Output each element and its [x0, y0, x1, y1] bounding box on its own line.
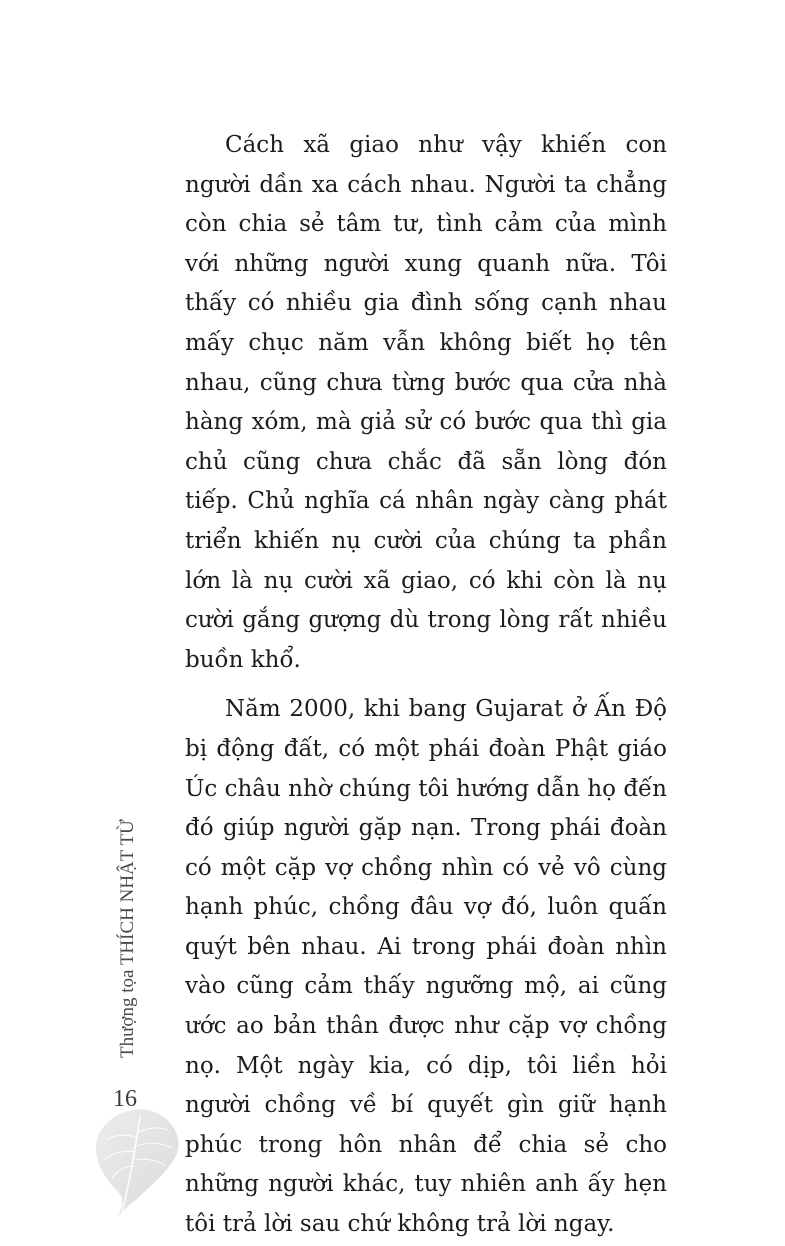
- running-header-author: Thượng tọa THÍCH NHẬT TỪ: [117, 819, 138, 1058]
- body-text: [185, 126, 667, 1245]
- page-number: 16: [113, 1086, 137, 1112]
- paragraph-2: Năm 2000, khi bang Gujarat ở Ấn Độ bị động đất, có một phái đoàn Phật giáo Úc châu nhờ chúng tôi hướng dẫn họ đến đó giúp người gặp nạn. Trong phái đoàn có một cặp vợ chồng nhìn có vẻ vô cùng hạnh phúc, chồng đâu vợ đó, luôn quấn quýt bên nhau. Ai trong phái đoàn nhìn vào cũng cảm thấy ngưỡng mộ, ai cũng ước ao bản thân được như cặp vợ chồng nọ. Một ngày kia, có dịp, tôi liền hỏi người chồng về bí quyết gìn giữ hạnh phúc trong hôn nhân để chia sẻ cho những người khác, tuy nhiên anh ấy hẹn tôi trả lời sau chứ không trả lời ngay.: [185, 696, 667, 1238]
- paragraph-1: Cách xã giao như vậy khiến con người dần xa cách nhau. Người ta chẳng còn chia sẻ tâm tư, tình cảm của mình với những người xung quanh nữa. Tôi thấy có nhiều gia đình sống cạnh nhau mấy chục năm vẫn không biết họ tên nhau, cũng chưa từng bước qua cửa nhà hàng xóm, mà giả sử có bước qua thì gia chủ cũng chưa chắc đã sẵn lòng đón tiếp. Chủ nghĩa cá nhân ngày càng phát triển khiến nụ cười của chúng ta phần lớn là nụ cười xã giao, có khi còn là nụ cười gắng gượng dù trong lòng rất nhiều buồn khổ.: [185, 132, 667, 673]
- bodhi-leaf-icon: [92, 1108, 182, 1218]
